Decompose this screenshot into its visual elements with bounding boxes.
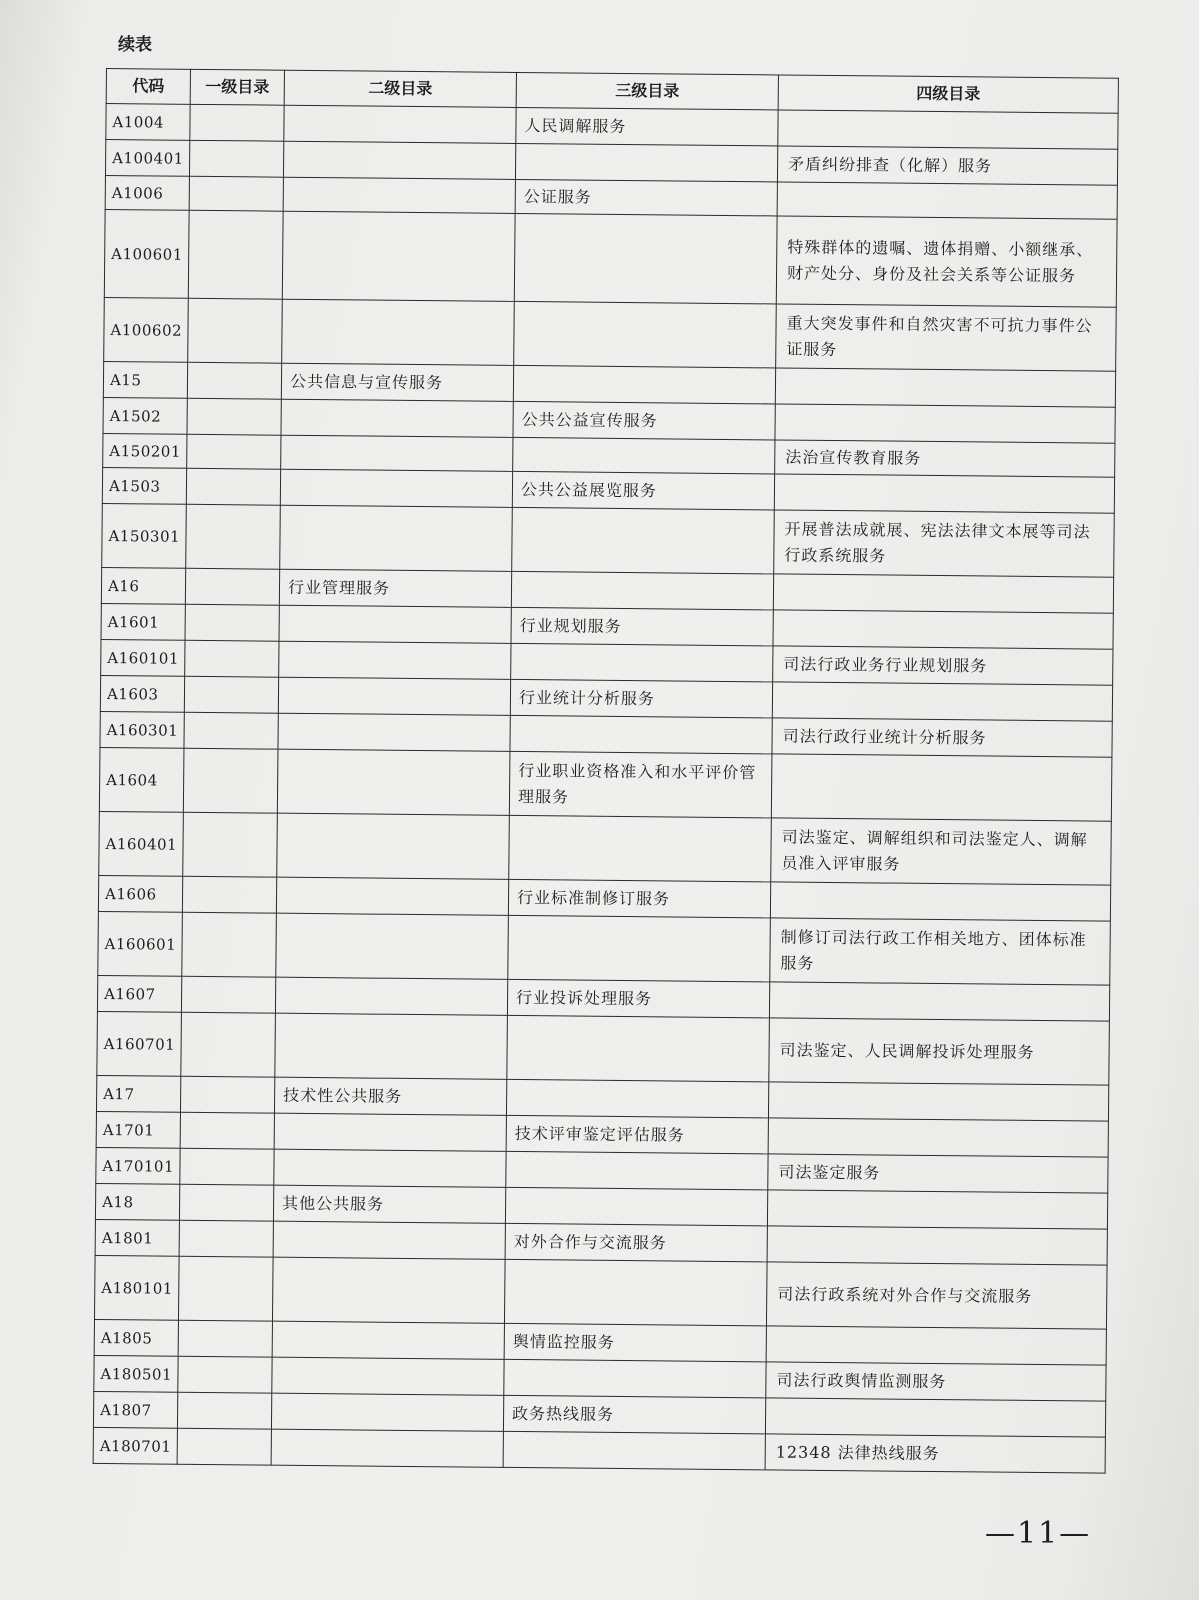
cell-level4: 司法鉴定、人民调解投诉处理服务: [769, 1018, 1110, 1085]
cell-level3: 行业标准制修订服务: [508, 879, 770, 918]
cell-level3: [513, 365, 775, 404]
table-caption: 续表: [118, 35, 152, 55]
cell-level1: [177, 1392, 271, 1429]
cell-level3: 行业规划服务: [511, 607, 773, 646]
cell-level4: [765, 1398, 1105, 1437]
cell-level2: [282, 299, 515, 365]
cell-level1: [178, 1320, 272, 1357]
cell-level1: [189, 176, 283, 211]
cell-code: A180501: [94, 1355, 178, 1392]
cell-level1: [180, 1112, 274, 1149]
cell-code: A18: [95, 1183, 179, 1220]
cell-level3: 对外合作与交流服务: [505, 1223, 767, 1262]
cell-level2: [284, 105, 516, 143]
cell-level1: [182, 876, 276, 913]
table-row: [97, 1011, 1110, 1085]
cell-level4: 12348 法律热线服务: [765, 1434, 1105, 1473]
cell-code: A1502: [103, 397, 187, 434]
cell-level3: [504, 1259, 767, 1326]
cell-level2: [275, 977, 507, 1015]
cell-level2: [283, 141, 515, 179]
table-row: [104, 297, 1117, 371]
cell-level3: 公共公益展览服务: [512, 471, 774, 510]
cell-level2: [276, 877, 508, 915]
cell-code: A160701: [97, 1011, 182, 1076]
cell-level2: [273, 1221, 505, 1259]
cell-code: A170101: [96, 1147, 180, 1184]
cell-level4: [772, 682, 1112, 721]
cell-level3: [511, 643, 773, 682]
cell-level2: [277, 749, 510, 815]
cell-level3: [511, 571, 773, 610]
cell-code: A15: [103, 361, 187, 398]
cell-code: A1503: [102, 467, 186, 504]
table-row: [98, 911, 1111, 985]
cell-level1: [177, 1428, 271, 1465]
cell-code: A180101: [94, 1255, 179, 1320]
cell-level4: [773, 574, 1113, 613]
table-body: [93, 104, 1118, 1474]
cell-code: A1004: [106, 104, 190, 141]
cell-level2: [279, 605, 511, 643]
cell-level4: 司法行政业务行业规划服务: [773, 646, 1113, 685]
cell-level1: [190, 104, 284, 141]
cell-code: A1006: [105, 175, 189, 210]
cell-level4: [768, 1118, 1108, 1157]
cell-level1: [184, 676, 278, 713]
cell-code: A160101: [101, 639, 185, 676]
header-level3: 三级目录: [516, 72, 778, 110]
cell-code: A1601: [101, 603, 185, 640]
cell-level3: [512, 507, 775, 574]
cell-level1: [183, 812, 278, 877]
cell-code: A160301: [100, 711, 184, 748]
cell-level2: 其他公共服务: [273, 1185, 505, 1223]
cell-level2: [272, 1257, 505, 1323]
header-level4: 四级目录: [778, 75, 1118, 113]
page-number: —11—: [985, 1516, 1092, 1551]
cell-level1: [181, 1012, 276, 1077]
cell-level3: [509, 815, 772, 882]
cell-level3: [510, 715, 772, 754]
cell-level2: [274, 1113, 506, 1151]
cell-level3: 行业统计分析服务: [510, 679, 772, 718]
cell-code: A100601: [104, 209, 189, 298]
cell-level4: [767, 1226, 1107, 1265]
cell-level2: [278, 713, 510, 751]
cell-level2: [279, 641, 511, 679]
cell-level2: [282, 211, 515, 301]
cell-level3: [513, 437, 775, 474]
cell-code: A160401: [99, 811, 184, 876]
cell-level1: [187, 398, 281, 435]
cell-level1: [185, 568, 279, 605]
cell-level4: [767, 1190, 1107, 1229]
cell-level1: [178, 1356, 272, 1393]
cell-level1: [179, 1220, 273, 1257]
cell-level3: [506, 1151, 768, 1190]
cell-level4: [768, 1082, 1108, 1121]
cell-level1: [185, 604, 279, 641]
cell-level4: [771, 754, 1112, 821]
cell-level3: [505, 1187, 767, 1226]
cell-level4: 司法鉴定、调解组织和司法鉴定人、调解员准入评审服务: [771, 818, 1112, 885]
cell-level4: 法治宣传教育服务: [775, 440, 1115, 477]
cell-level1: [181, 976, 275, 1013]
cell-level3: [514, 301, 777, 368]
cell-level4: 司法鉴定服务: [768, 1154, 1108, 1193]
cell-code: A160601: [98, 911, 183, 976]
cell-level1: [186, 468, 280, 505]
cell-level3: 舆情监控服务: [504, 1323, 766, 1362]
cell-level3: [506, 1079, 768, 1118]
cell-level2: [281, 435, 513, 471]
table-row: [94, 1255, 1107, 1329]
header-level2: 二级目录: [284, 70, 516, 107]
cell-level1: [189, 140, 283, 177]
service-catalog-table: [93, 68, 1119, 1474]
cell-level4: 重大突发事件和自然灾害不可抗力事件公证服务: [776, 304, 1117, 371]
cell-level2: [272, 1357, 504, 1395]
cell-level4: [774, 474, 1114, 513]
cell-level2: [283, 177, 515, 213]
cell-level1: [186, 504, 281, 569]
cell-code: A1604: [99, 747, 184, 812]
cell-code: A1805: [94, 1319, 178, 1356]
cell-level1: [187, 362, 281, 399]
cell-level3: [508, 915, 771, 982]
cell-level3: 人民调解服务: [516, 107, 778, 146]
cell-code: A1603: [100, 675, 184, 712]
cell-level4: [775, 368, 1115, 407]
cell-level3: 行业职业资格准入和水平评价管理服务: [509, 751, 772, 818]
cell-level2: 行业管理服务: [279, 569, 511, 607]
table-row: [99, 811, 1112, 885]
cell-level2: 公共信息与宣传服务: [281, 363, 513, 401]
cell-level2: [271, 1393, 503, 1431]
cell-level2: [276, 913, 509, 979]
table-row: [99, 747, 1112, 821]
cell-level3: [503, 1431, 765, 1470]
cell-level3: 公共公益宣传服务: [513, 401, 775, 440]
cell-level1: [182, 912, 277, 977]
cell-level4: [773, 610, 1113, 649]
cell-level1: [188, 210, 283, 299]
cell-level1: [178, 1256, 273, 1321]
cell-level3: [504, 1359, 766, 1398]
cell-level2: [272, 1321, 504, 1359]
cell-code: A16: [101, 567, 185, 604]
cell-level3: 公证服务: [515, 179, 777, 216]
cell-level4: 特殊群体的遗嘱、遗体捐赠、小额继承、财产处分、身份及社会关系等公证服务: [776, 216, 1117, 307]
cell-level4: [770, 882, 1110, 921]
cell-level2: [271, 1429, 503, 1467]
cell-level4: [777, 182, 1117, 219]
cell-code: A1607: [97, 975, 181, 1012]
cell-level2: [277, 813, 510, 879]
cell-level1: [179, 1184, 273, 1221]
cell-level1: [180, 1076, 274, 1113]
cell-level4: [778, 110, 1118, 149]
cell-level1: [185, 640, 279, 677]
cell-code: A1801: [95, 1219, 179, 1256]
cell-level4: 司法行政系统对外合作与交流服务: [766, 1262, 1107, 1329]
cell-level2: [281, 399, 513, 437]
cell-level4: [769, 982, 1109, 1021]
cell-level2: [280, 505, 513, 571]
cell-code: A150201: [103, 433, 187, 468]
cell-level4: 矛盾纠纷排查（化解）服务: [777, 146, 1117, 185]
cell-code: A1807: [93, 1391, 177, 1428]
cell-level2: [275, 1013, 508, 1079]
cell-code: A17: [96, 1075, 180, 1112]
cell-code: A180701: [93, 1427, 177, 1464]
cell-code: A150301: [102, 503, 187, 568]
cell-level3: [515, 143, 777, 182]
cell-level1: [188, 298, 283, 363]
cell-level3: 技术评审鉴定评估服务: [506, 1115, 768, 1154]
cell-level3: [507, 1015, 770, 1082]
cell-level4: [766, 1326, 1106, 1365]
table-row: [102, 503, 1115, 577]
cell-level4: [775, 404, 1115, 443]
cell-level3: [514, 213, 777, 304]
cell-level4: 司法行政舆情监测服务: [766, 1362, 1106, 1401]
cell-level2: [274, 1149, 506, 1187]
cell-level4: 开展普法成就展、宪法法律文本展等司法行政系统服务: [774, 510, 1115, 577]
cell-level1: [180, 1148, 274, 1185]
cell-level4: 制修订司法行政工作相关地方、团体标准服务: [770, 918, 1111, 985]
cell-level1: [184, 712, 278, 749]
cell-level2: [280, 469, 512, 507]
cell-level1: [187, 434, 281, 469]
cell-level2: 技术性公共服务: [274, 1077, 506, 1115]
cell-code: A100602: [104, 297, 189, 362]
cell-level3: 行业投诉处理服务: [507, 979, 769, 1018]
cell-level2: [278, 677, 510, 715]
cell-level3: 政务热线服务: [503, 1395, 765, 1434]
cell-level1: [183, 748, 278, 813]
cell-code: A1606: [98, 875, 182, 912]
cell-code: A100401: [105, 140, 189, 177]
header-level1: 一级目录: [190, 69, 284, 105]
header-code: 代码: [106, 69, 190, 105]
table-row: [104, 209, 1117, 307]
cell-level4: 司法行政行业统计分析服务: [772, 718, 1112, 757]
cell-code: A1701: [96, 1111, 180, 1148]
